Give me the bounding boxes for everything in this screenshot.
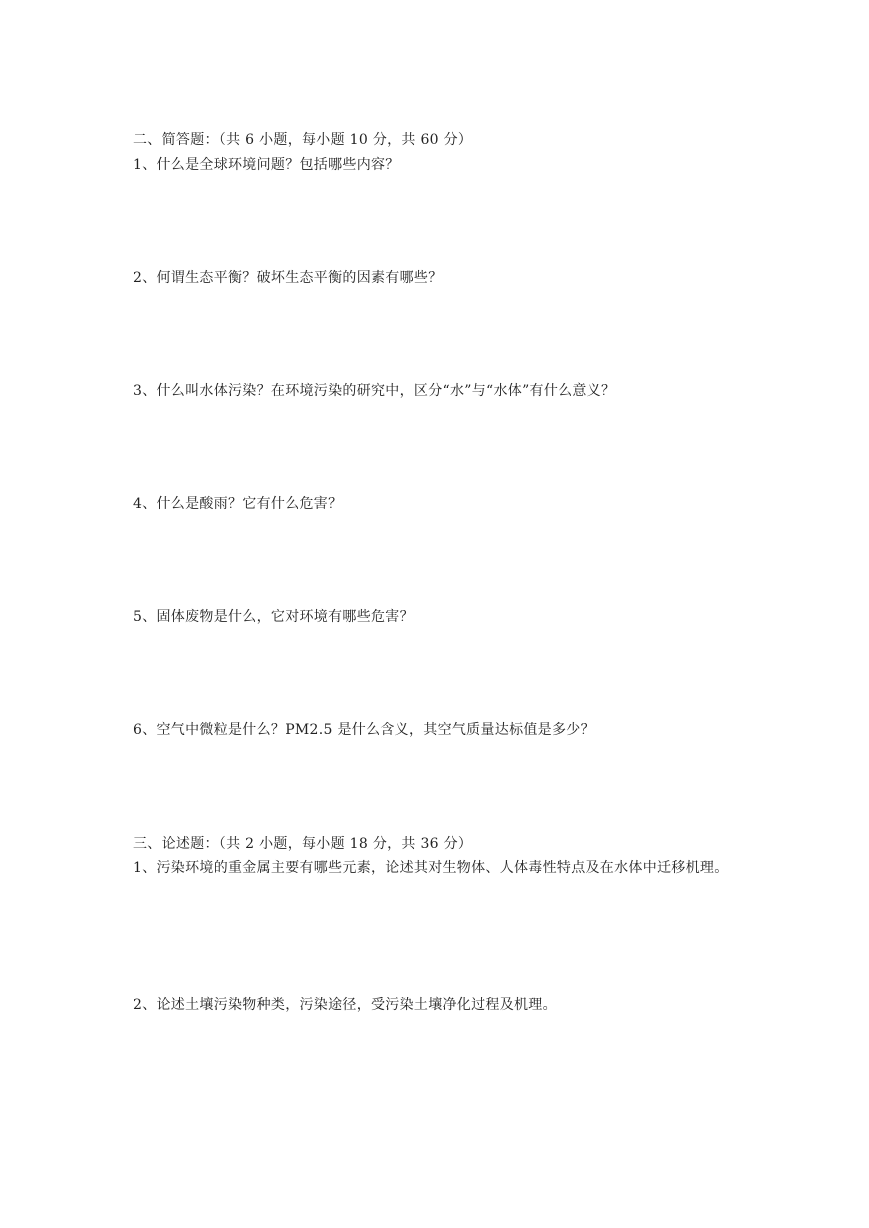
question-3-1: 1、污染环境的重金属主要有哪些元素，论述其对生物体、人体毒性特点及在水体中迁移机理。 [133,860,729,876]
question-2-2: 2、何谓生态平衡？破坏生态平衡的因素有哪些？ [133,270,443,286]
question-2-4: 4、什么是酸雨？它有什么危害？ [133,496,343,512]
question-2-6: 6、空气中微粒是什么？PM2.5 是什么含义，其空气质量达标值是多少？ [133,722,595,738]
question-3-2: 2、论述土壤污染物种类，污染途径，受污染土壤净化过程及机理。 [133,997,557,1013]
section-3-heading: 三、论述题：（共 2 小题，每小题 18 分，共 36 分） [133,836,473,852]
question-2-1: 1、什么是全球环境问题？包括哪些内容？ [133,157,400,173]
section-2-heading: 二、简答题：（共 6 小题，每小题 10 分，共 60 分） [133,132,473,148]
question-2-3: 3、什么叫水体污染？在环境污染的研究中，区分“水”与“水体”有什么意义？ [133,383,616,399]
question-2-5: 5、固体废物是什么，它对环境有哪些危害？ [133,609,414,625]
